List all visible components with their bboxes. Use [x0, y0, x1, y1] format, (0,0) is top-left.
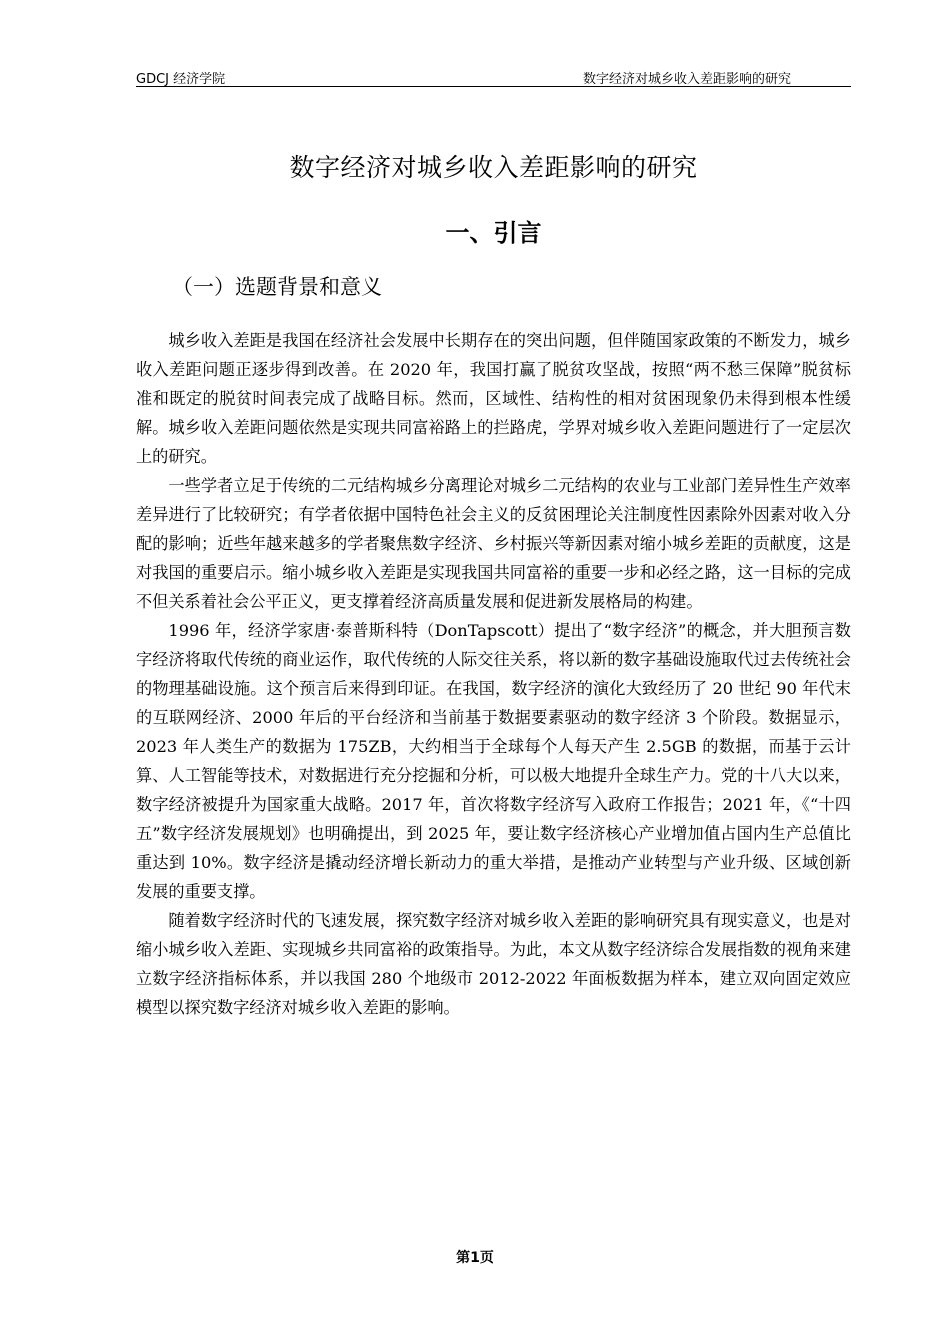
paragraph-3: 1996 年，经济学家唐·泰普斯科特（DonTapscott）提出了“数字经济”的概念，并大胆预言数字经济将取代传统的商业运作，取代传统的人际交往关系，将以新的数字基础设施取代过去传统社会的物理基础设施。这个预言后来得到印证。在我国，数字经济的演化大致经历了 20 世纪 90 年代末的互联网经济、2000 年后的平台经济和当前基于数据要素驱动的数字经济 3 个阶段。数据显示，2023 年人类生产的数据为 175ZB，大约相当于全球每个人每天产生 2.5GB 的数据，而基于云计算、人工智能等技术，对数据进行充分挖掘和分析，可以极大地提升全球生产力。党的十八大以来，数字经济被提升为国家重大战略。2017 年，首次将数字经济写入政府工作报告；2021 年，《“十四五”数字经济发展规划》也明确提出，到 2025 年，要让数字经济核心产业增加值占国内生产总值比重达到 10%。数字经济是撬动经济增长新动力的重大举措，是推动产业转型与产业升级、区域创新发展的重要支撑。 [136, 621, 851, 901]
paragraph-4: 随着数字经济时代的飞速发展，探究数字经济对城乡收入差距的影响研究具有现实意义，也是对缩小城乡收入差距、实现城乡共同富裕的政策指导。为此，本文从数字经济综合发展指数的视角来建立数字经济指标体系，并以我国 280 个地级市 2012-2022 年面板数据为样本，建立双向固定效应模型以探究数字经济对城乡收入差距的影响。 [136, 911, 851, 1017]
paragraph-2: 一些学者立足于传统的二元结构城乡分离理论对城乡二元结构的农业与工业部门差异性生产效率差异进行了比较研究；有学者依据中国特色社会主义的反贫困理论关注制度性因素除外因素对收入分配的影响；近些年越来越多的学者聚焦数字经济、乡村振兴等新因素对缩小城乡差距的贡献度，这是对我国的重要启示。缩小城乡收入差距是实现我国共同富裕的重要一步和必经之路，这一目标的完成不但关系着社会公平正义，更支撑着经济高质量发展和促进新发展格局的构建。 [136, 476, 851, 611]
page-header [136, 66, 851, 87]
subsection-heading: （一）选题背景和意义 [172, 275, 382, 299]
body-text [136, 326, 851, 1022]
section-heading: 一、引言 [445, 219, 542, 247]
paragraph-1: 城乡收入差距是我国在经济社会发展中长期存在的突出问题，但伴随国家政策的不断发力，城乡收入差距问题正逐步得到改善。在 2020 年，我国打赢了脱贫攻坚战，按照“两不愁三保障”脱贫标准和既定的脱贫时间表完成了战略目标。然而，区域性、结构性的相对贫困现象仍未得到根本性缓解。城乡收入差距问题依然是实现共同富裕路上的拦路虎，学界对城乡收入差距问题进行了一定层次上的研究。 [136, 331, 851, 466]
document-title: 数字经济对城乡收入差距影响的研究 [289, 153, 698, 182]
header-running-title: 数字经济对城乡收入差距影响的研究 [582, 72, 791, 87]
header-institution: GDCJ 经济学院 [136, 72, 226, 87]
page-number: 第1页 [456, 1250, 494, 1266]
